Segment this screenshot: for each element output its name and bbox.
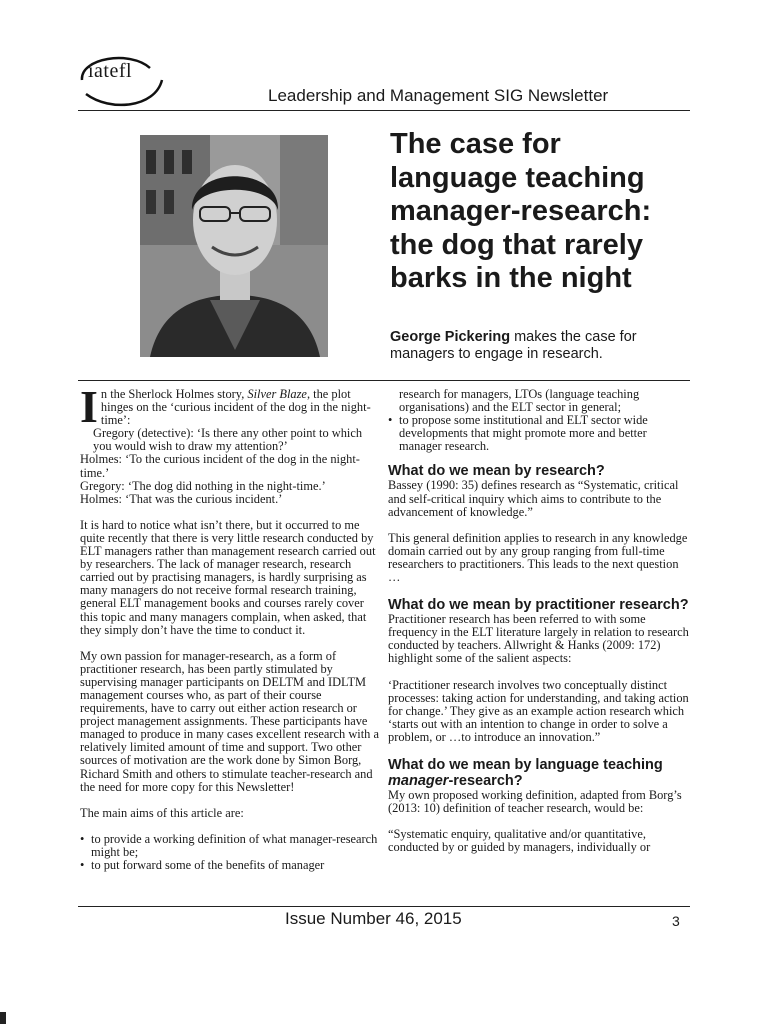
title-line: manager-research: [390,195,652,227]
section-heading: What do we mean by research? [388,463,605,480]
byline-author: George Pickering [390,329,511,345]
intro-text-2: , the plot hinges on the ‘curious incident of the dog in the night-time’: [100,387,371,428]
dialogue-line: Holmes: ‘To the curious incident of the dog in the night-time.’ [80,452,360,480]
list-item: • to put forward some of the benefits of manager [80,859,380,872]
title-line: the dog that rarely [390,228,643,261]
aims-continued: research for managers, LTOs (language teaching organisations) and the ELT sector in general; [399,387,640,415]
heading-text: What do we mean by language teaching [388,756,663,773]
title-line: The case for [390,128,561,160]
right-column [388,388,690,867]
left-column [80,381,380,872]
logo-text: iatefl [88,60,133,82]
page-number: 3 [672,913,680,929]
section-heading: What do we mean by practitioner research? [388,597,689,614]
intro-text: n the Sherlock Holmes story, [100,387,248,401]
issue-number: Issue Number 46, 2015 [285,909,462,928]
list-item: • to propose some institutional and ELT sector wide developments that might promote more and better manager research. [388,414,690,453]
heading-text-2: -research? [448,772,523,789]
body-paragraph: ‘Practitioner research involves two conceptually distinct processes: taking action for understanding, and taking action for change.’ They give as an example action research which ‘starts out with an intention to change in order to solve a problem, or …to introduce an innovation.” [388,677,689,744]
author-portrait [140,135,328,357]
dialogue-line: Gregory: ‘The dog did nothing in the night-time.’ [80,478,326,493]
list-item: • to provide a working definition of what manager-research might be; [80,833,380,859]
body-paragraph: My own passion for manager-research, as a form of practitioner research, has been partly stimulated by supervising manager participants on DELTM and IDLTM management courses who, as part of their course requirements, have to carry out either action research or project management assignments. These participants have managed to produce in many cases excellent research with a relatively limited amount of time and support. Two other sources of motivation are the work done by Simon Borg, Richard Smith and others to stimulate teacher-research and the need for more copy for this Newsletter! [80,648,379,794]
section-heading [388,757,690,789]
iatefl-logo [70,50,170,112]
section-divider [78,380,690,381]
title-line: language teaching [390,161,645,194]
intro-paragraph [80,381,380,432]
aims-list [80,833,380,872]
body-paragraph: My own proposed working definition, adapted from Borg’s (2013: 10) definition of teacher research, would be: [388,787,682,816]
scan-corner-mark [0,1012,6,1024]
drop-cap: I [80,381,98,432]
newsletter-title: Leadership and Management SIG Newsletter [268,86,609,105]
dialogue-line: Holmes: ‘That was the curious incident.’ [80,491,283,506]
body-paragraph: “Systematic enquiry, qualitative and/or quantitative, conducted by or guided by managers, individually or [388,827,651,855]
body-paragraph: Bassey (1990: 35) defines research as “Systematic, critical and self-critical inquiry which aims to contribute to the advancement of knowledge.” [388,478,679,519]
byline [390,329,690,363]
heading-italic: manager [388,772,449,789]
author-photo [140,135,328,357]
story-title: Silver Blaze [247,387,307,401]
body-paragraph: It is hard to notice what isn’t there, but it occurred to me quite recently that there is very little research conducted by ELT managers rather than management research carried out by researchers. The lack of manager research, research carried out by practising managers, is hardly surprising as many managers do not receive formal research training, general ELT management books and courses rarely cover this topic and many managers complain, when asked, that they simply don’t have the time to conduct it. [80,517,376,637]
byline-text: makes the case for [510,329,637,345]
article-title [390,128,690,296]
body-paragraph: This general definition applies to research in any knowledge domain carried out by any group ranging from full-time researchers to practitioners. This leads to the next question … [388,530,688,585]
footer-divider [78,906,690,907]
title-line: barks in the night [390,262,632,294]
byline-text-2: managers to engage in research. [390,346,603,362]
header-divider [78,110,690,111]
aims-intro: The main aims of this article are: [80,805,244,820]
aims-list-continued [388,414,690,453]
dialogue-line: Gregory (detective): ‘Is there any other point to which you would wish to draw my attention?’ [93,426,363,454]
body-paragraph: Practitioner research has been referred to with some frequency in the ELT literature largely in relation to research conducted by teachers. Allwright & Hanks (2009: 172) highlight some of the salient aspects: [388,612,689,666]
